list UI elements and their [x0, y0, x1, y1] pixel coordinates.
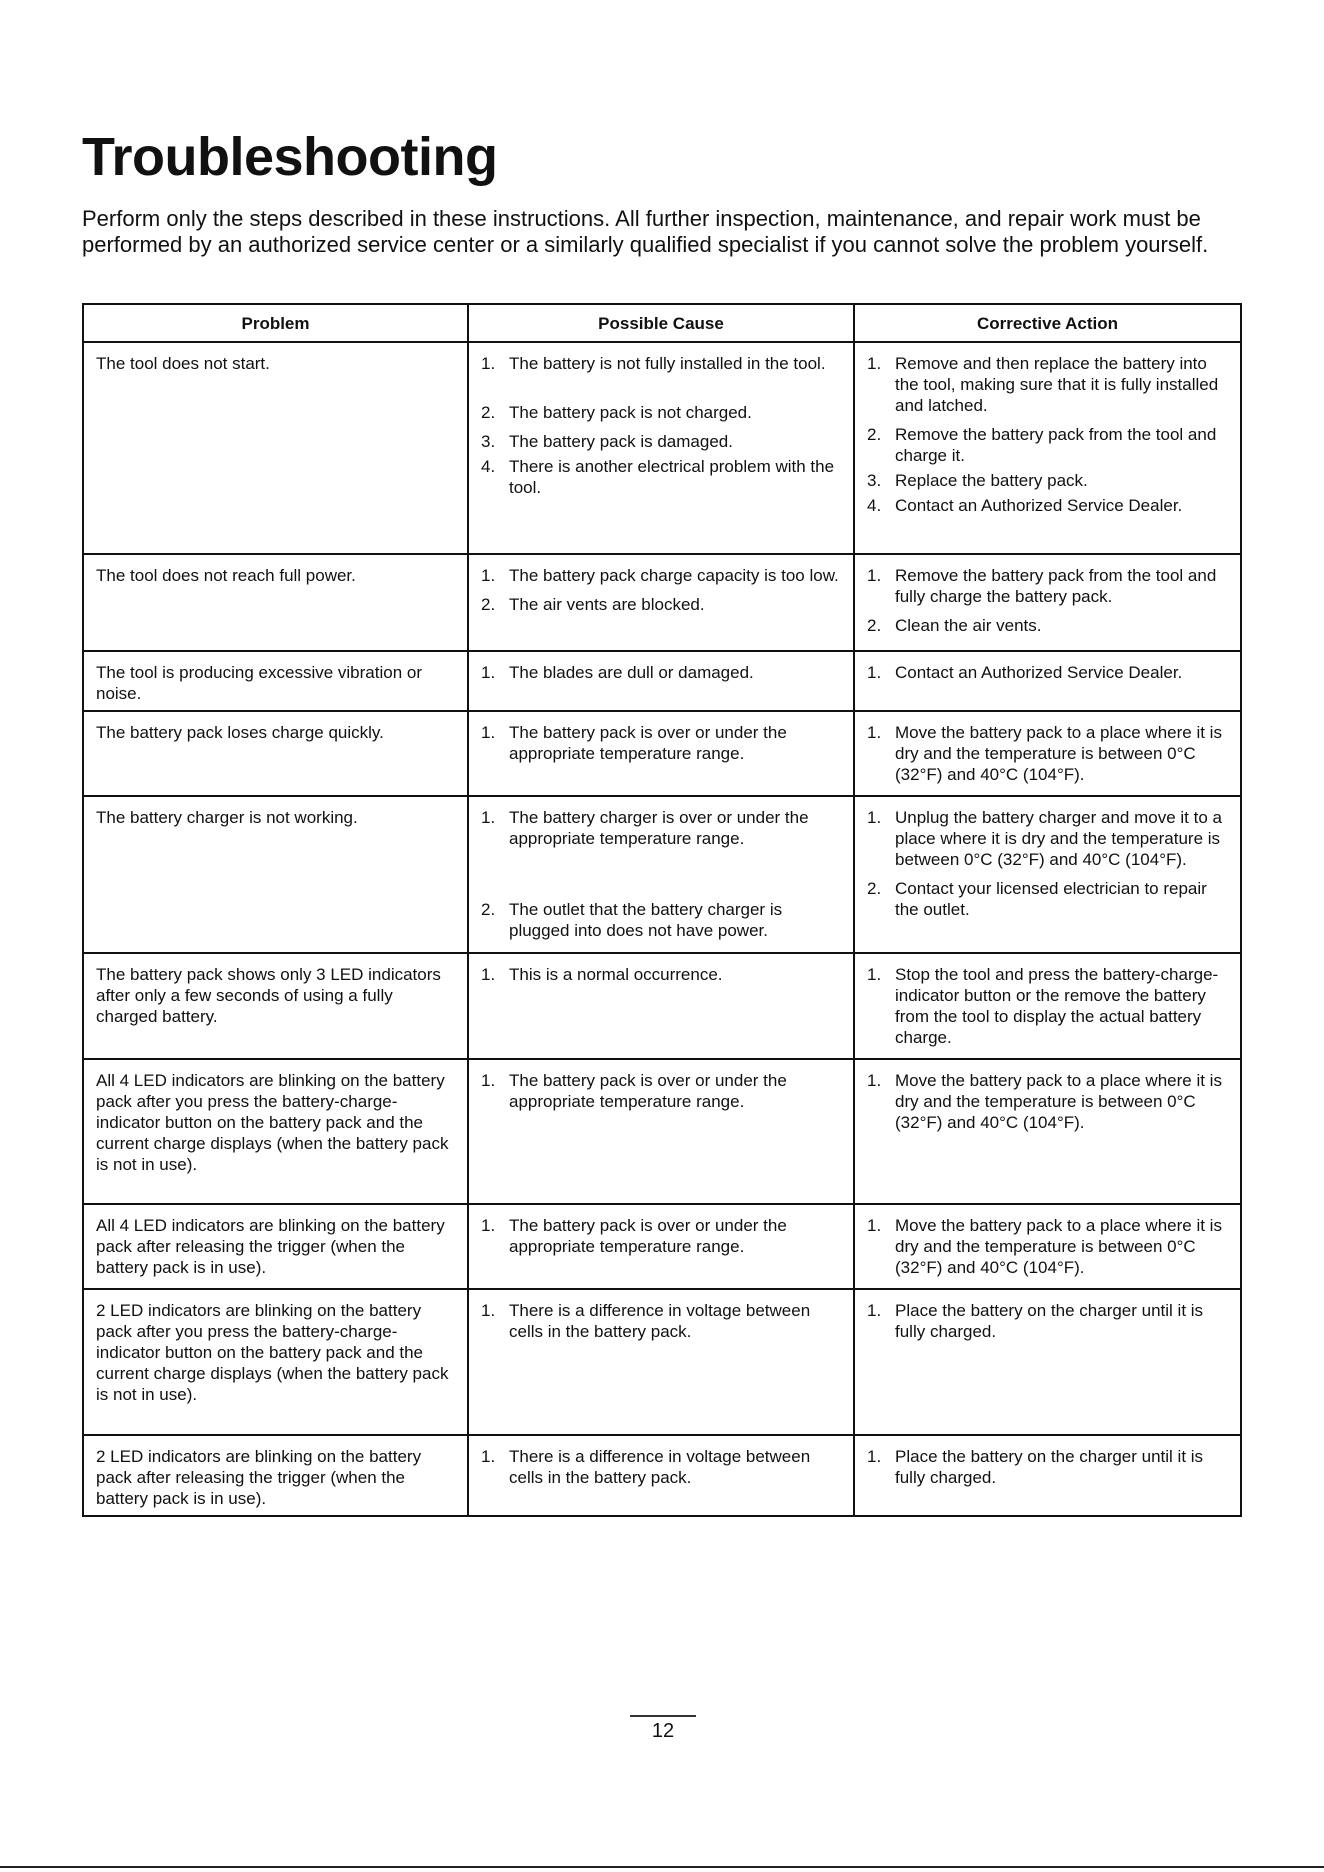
problem-cell: 2 LED indicators are blinking on the battery pack after you press the battery-charge-indicator button on the battery pack and the current charge displays (when the battery pack is not in use).	[83, 1289, 468, 1435]
action-item: 4. Contact an Authorized Service Dealer.	[867, 496, 1183, 515]
problem-cell: The battery pack loses charge quickly.	[83, 711, 468, 796]
table-row	[83, 651, 1241, 711]
action-item: 1. Place the battery on the charger until it is fully charged.	[867, 1301, 1204, 1341]
footer-divider	[630, 1715, 696, 1717]
table-row	[83, 953, 1241, 1059]
table-row	[83, 1289, 1241, 1435]
action-cell	[854, 1204, 1241, 1289]
table-row	[83, 1059, 1241, 1204]
cause-item: 1. The battery pack is over or under the appropriate temperature range.	[481, 1216, 787, 1256]
table-row	[83, 1435, 1241, 1516]
bottom-border	[0, 1866, 1324, 1868]
action-item: 2. Contact your licensed electrician to repair the outlet.	[867, 879, 1207, 919]
cause-item: 1. The blades are dull or damaged.	[481, 663, 754, 682]
header-problem: Problem	[83, 304, 468, 342]
troubleshooting-table	[82, 303, 1242, 1517]
cause-item: 1. This is a normal occurrence.	[481, 965, 723, 984]
action-cell	[854, 796, 1241, 953]
cause-cell	[468, 711, 854, 796]
cause-cell	[468, 953, 854, 1059]
problem-cell: All 4 LED indicators are blinking on the battery pack after you press the battery-charge-indicator button on the battery pack and the current charge displays (when the battery pack is not in use).	[83, 1059, 468, 1204]
table-row	[83, 554, 1241, 651]
header-possible-cause: Possible Cause	[468, 304, 854, 342]
problem-cell: All 4 LED indicators are blinking on the battery pack after releasing the trigger (when the battery pack is in use).	[83, 1204, 468, 1289]
problem-cell: 2 LED indicators are blinking on the battery pack after releasing the trigger (when the battery pack is in use).	[83, 1435, 468, 1516]
problem-cell: The tool does not reach full power.	[83, 554, 468, 651]
action-cell	[854, 711, 1241, 796]
action-cell	[854, 953, 1241, 1059]
cause-item: 1. The battery pack is over or under the appropriate temperature range.	[481, 1071, 787, 1111]
action-item: 1. Contact an Authorized Service Dealer.	[867, 663, 1183, 682]
cause-item: 2. The outlet that the battery charger is plugged into does not have power.	[481, 900, 783, 940]
table-row	[83, 711, 1241, 796]
action-item: 1. Remove the battery pack from the tool and fully charge the battery pack.	[867, 566, 1217, 606]
action-cell	[854, 651, 1241, 711]
cause-cell	[468, 1289, 854, 1435]
cause-item: 1. The battery charger is over or under the appropriate temperature range.	[481, 808, 809, 848]
problem-cell: The tool does not start.	[83, 342, 468, 554]
problem-cell: The battery pack shows only 3 LED indicators after only a few seconds of using a fully charged battery.	[83, 953, 468, 1059]
cause-cell	[468, 342, 854, 554]
action-item: 1. Remove and then replace the battery into the tool, making sure that it is fully installed and latched.	[867, 354, 1219, 415]
action-item: 3. Replace the battery pack.	[867, 471, 1088, 490]
cause-item: 2. The air vents are blocked.	[481, 595, 705, 614]
action-cell	[854, 1289, 1241, 1435]
page-number: 12	[651, 1720, 675, 1742]
cause-item: 1. There is a difference in voltage between cells in the battery pack.	[481, 1447, 811, 1487]
cause-item: 1. There is a difference in voltage between cells in the battery pack.	[481, 1301, 811, 1341]
cause-item: 1. The battery pack is over or under the appropriate temperature range.	[481, 723, 787, 763]
cause-item: 2. The battery pack is not charged.	[481, 403, 752, 422]
cause-cell	[468, 1435, 854, 1516]
intro-paragraph: Perform only the steps described in these instructions. All further inspection, maintenance, and repair work must be performed by an authorized service center or a similarly qualified specialist if you cannot solve the problem yourself.	[82, 206, 1209, 257]
cause-cell	[468, 1059, 854, 1204]
action-item: 1. Stop the tool and press the battery-charge-indicator button or the remove the battery from the tool to display the actual battery charge.	[867, 965, 1219, 1047]
cause-cell	[468, 796, 854, 953]
action-item: 1. Place the battery on the charger until it is fully charged.	[867, 1447, 1204, 1487]
problem-cell: The battery charger is not working.	[83, 796, 468, 953]
action-cell	[854, 1435, 1241, 1516]
action-item: 2. Clean the air vents.	[867, 616, 1042, 635]
cause-item: 1. The battery is not fully installed in the tool.	[481, 354, 826, 373]
action-cell	[854, 1059, 1241, 1204]
action-item: 1. Move the battery pack to a place where it is dry and the temperature is between 0°C (32°F) and 40°C (104°F).	[867, 723, 1222, 784]
action-item: 1. Move the battery pack to a place where it is dry and the temperature is between 0°C (32°F) and 40°C (104°F).	[867, 1216, 1222, 1277]
cause-item: 3. The battery pack is damaged.	[481, 432, 733, 451]
cause-cell	[468, 554, 854, 651]
table-row	[83, 1204, 1241, 1289]
page-title: Troubleshooting	[82, 127, 498, 187]
table-header-row	[83, 304, 1241, 342]
cause-cell	[468, 651, 854, 711]
action-item: 1. Unplug the battery charger and move it to a place where it is dry and the temperature is between 0°C (32°F) and 40°C (104°F).	[867, 808, 1222, 869]
action-cell	[854, 342, 1241, 554]
action-item: 2. Remove the battery pack from the tool and charge it.	[867, 425, 1217, 465]
problem-cell: The tool is producing excessive vibration or noise.	[83, 651, 468, 711]
cause-item: 1. The battery pack charge capacity is too low.	[481, 566, 839, 585]
cause-item: 4. There is another electrical problem with the tool.	[481, 457, 835, 497]
header-corrective-action: Corrective Action	[854, 304, 1241, 342]
cause-cell	[468, 1204, 854, 1289]
table-row	[83, 796, 1241, 953]
table-row	[83, 342, 1241, 554]
action-item: 1. Move the battery pack to a place where it is dry and the temperature is between 0°C (32°F) and 40°C (104°F).	[867, 1071, 1222, 1132]
action-cell	[854, 554, 1241, 651]
